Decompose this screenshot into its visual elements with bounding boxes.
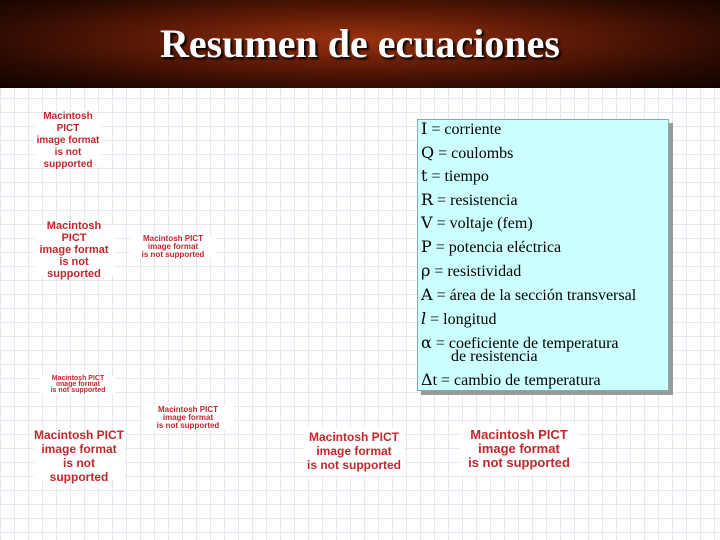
pict-placeholder-2: Macintosh PICT image format is not supported xyxy=(34,225,114,275)
definition-area: A = área de la sección transversal xyxy=(421,285,637,304)
definition-length: l = longitud xyxy=(421,309,497,328)
pict-placeholder-7: Macintosh PICT image format is not supported xyxy=(304,427,404,475)
pict-placeholder-6: Macintosh PICT image format is not supported xyxy=(34,428,125,484)
pict-placeholder-5: Macintosh PICT image format is not supported xyxy=(142,406,234,430)
definition-temp-change: Δt = cambio de temperatura xyxy=(421,370,601,389)
pict-placeholder-8: Macintosh PICT image format is not supported xyxy=(460,424,578,474)
definition-temp-coefficient: α = coeficiente de temperatura xyxy=(421,333,619,352)
definition-resistance: R = resistencia xyxy=(421,190,518,209)
pict-placeholder-3: Macintosh PICT image format is not supported xyxy=(130,236,216,258)
definition-time: t = tiempo xyxy=(421,166,489,185)
definition-power: P = potencia eléctrica xyxy=(421,237,562,256)
definition-charge: Q = coulombs xyxy=(421,143,514,162)
slide-title: Resumen de ecuaciones xyxy=(160,21,560,66)
definition-current: I = corriente xyxy=(421,119,502,138)
pict-placeholder-1: Macintosh PICT image format is not supported xyxy=(34,116,102,166)
definition-resistivity: ρ = resistividad xyxy=(421,261,522,280)
definition-temp-coefficient-cont: de resistencia xyxy=(451,348,538,365)
definition-voltage: V = voltaje (fem) xyxy=(421,213,533,232)
pict-placeholder-4: Macintosh PICT image format is not supported xyxy=(40,376,116,394)
